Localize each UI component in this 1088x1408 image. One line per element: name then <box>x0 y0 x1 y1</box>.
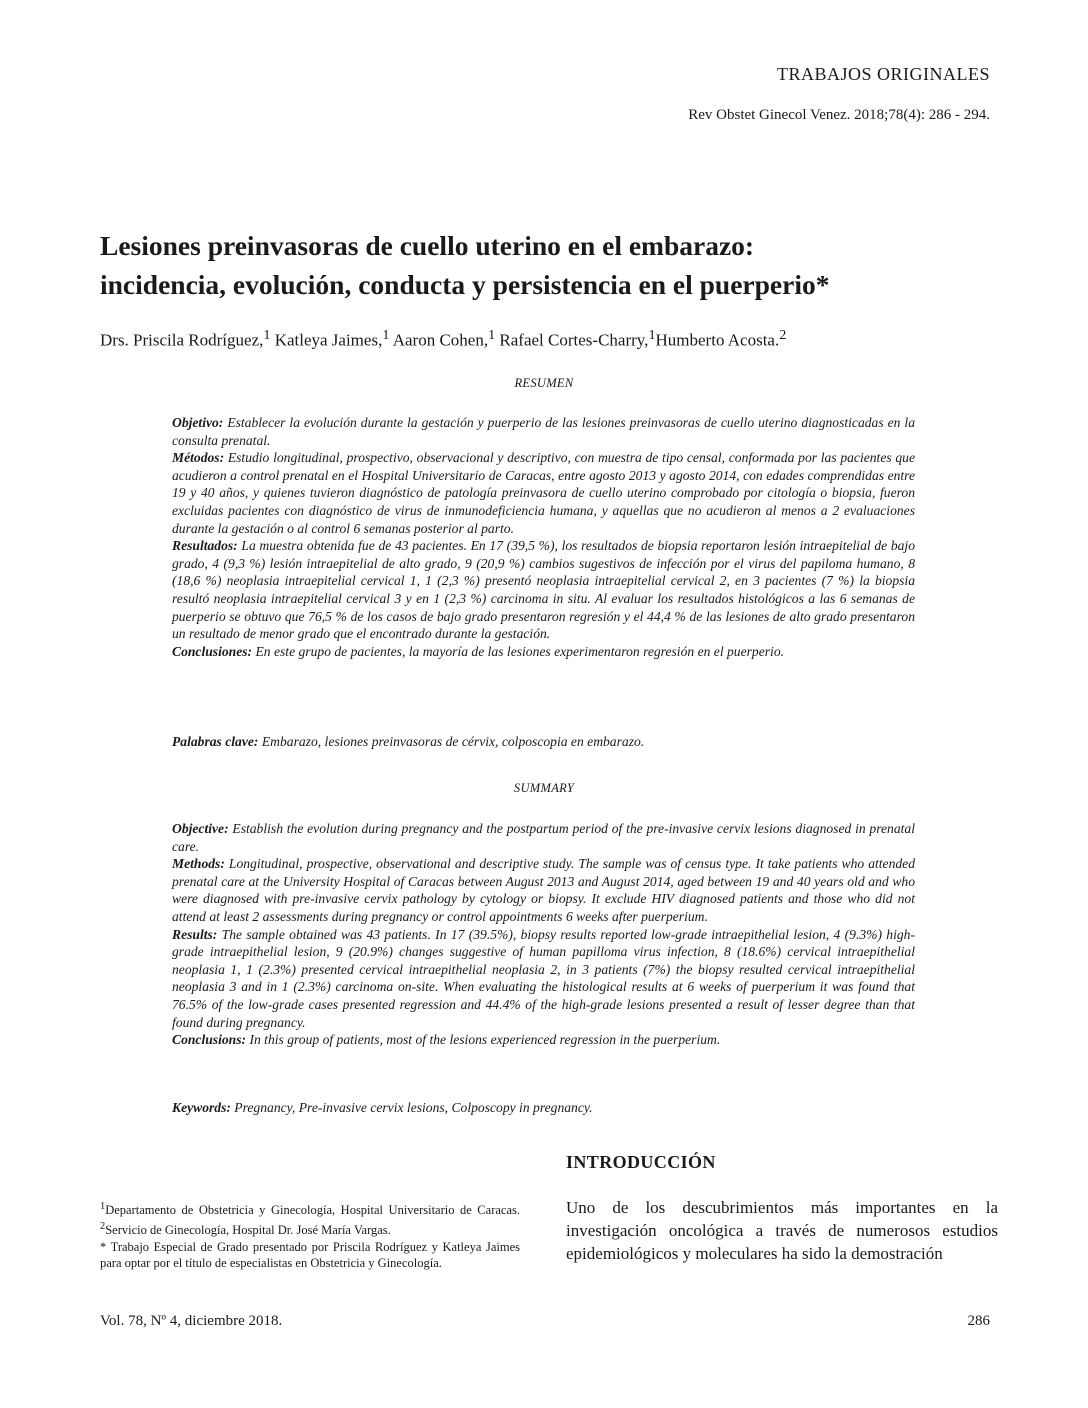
palabras-clave-text: Embarazo, lesiones preinvasoras de cérvix, colposcopia en embarazo. <box>258 734 645 749</box>
summary-methods <box>172 855 915 925</box>
footnote-sup-2: 2 <box>100 1220 106 1232</box>
objetivo-label: Objetivo: <box>172 415 224 430</box>
article-title <box>100 226 1000 304</box>
author-list <box>100 327 1000 351</box>
introduction-heading: INTRODUCCIÓN <box>566 1152 716 1172</box>
summary-conclusions <box>172 1031 915 1049</box>
keywords-text: Pregnancy, Pre-invasive cervix lesions, Colposcopy in pregnancy. <box>230 1100 593 1115</box>
resumen-metodos <box>172 449 915 537</box>
objective-text: Establish the evolution during pregnancy and the postpartum period of the pre-invasive cervix lesions diagnosed in prenatal care. <box>172 821 915 854</box>
footnote-affiliation-1: Departamento de Obstetricia y Ginecología, Hospital Universitario de Caracas. <box>105 1203 520 1218</box>
footnote-thesis-note: * Trabajo Especial de Grado presentado por Priscila Rodríguez y Katleya Jaimes para optar por el título de especialistas en Obstetricia y Ginecología. <box>100 1239 520 1271</box>
palabras-clave-label: Palabras clave: <box>172 734 259 749</box>
results-text: The sample obtained was 43 patients. In 17 (39.5%), biopsy results reported low-grade intraepithelial lesion, 4 (9.3%) high-grade intraepithelial lesion, 9 (20.9%) changes suggestive of human papilloma virus infection, 8 (18.6%) cervical intraepithelial neoplasia 1, 1 (2.3%) presented cervical intraepithelial neoplasia 2, in 3 patients (7%) the biopsy resulted cervical intraepithelial neoplasia 3 and in 1 (2.3%) carcinoma on-site. When evaluating the histological results at 6 weeks of puerperium it was found that 76.5% of the low-grade cases presented regression and 44.4% of the high-grade lesions presented a result of lesser degree than that found during pregnancy. <box>172 926 915 1030</box>
resumen-keywords <box>172 733 915 751</box>
introduction-text: Uno de los descubrimientos más importantes en la investigación oncológica a través de numerosos estudios epidemiológicos y moleculares ha sido la demostración <box>566 1198 998 1263</box>
objective-label: Objective: <box>172 821 229 836</box>
resultados-text: La muestra obtenida fue de 43 pacientes. En 17 (39,5 %), los resultados de biopsia reportaron lesión intraepitelial de bajo grado, 4 (9,3 %) lesión intraepitelial de alto grado, 9 (20,9 %) cambios sugestivos de infección por el virus del papiloma humano, 8 (18,6 %) neoplasia intraepitelial cervical 1, 1 (2,3 %) presentó neoplasia intraepitelial cervical 2, en 3 pacientes (7 %) la biopsia resultó neoplasia intraepitelial cervical 3 y en 1 (2,3 %) carcinoma in situ. Al evaluar los resultados histológicos a las 6 semanas de puerperio se obtuvo que 76,5 % de los casos de bajo grado presentaron regresión y el 44,4 % de las lesiones de alto grado presentaron un resultado de menor grado que el encontrado durante la gestación. <box>172 538 915 642</box>
conclusions-label: Conclusions: <box>172 1032 247 1048</box>
resumen-resultados <box>172 537 915 643</box>
title-line-1: Lesiones preinvasoras de cuello uterino en el embarazo: <box>100 230 755 261</box>
author-affiliation-sup: 1 <box>382 327 390 343</box>
page-number: 286 <box>967 1313 990 1329</box>
results-label: Results: <box>172 926 218 942</box>
methods-text: Longitudinal, prospective, observational and descriptive study. The sample was of census type. It take patients who attended prenatal care at the University Hospital of Caracas between August 2013 and August 2014, aged between 19 and 40 years old and who were diagnosed with pre-invasive cervix pathology by cytology or biopsy. It exclude HIV diagnosed patients and those who did not attend at least 2 assessments during pregnancy or control appointments 6 weeks after puerperium. <box>172 856 915 924</box>
summary-results <box>172 926 915 1032</box>
summary-heading: SUMMARY <box>513 781 575 795</box>
author-affiliation-sup: 2 <box>779 327 787 343</box>
summary-keywords <box>172 1099 915 1117</box>
resumen-heading: RESUMEN <box>514 376 574 390</box>
summary-objective <box>172 820 915 855</box>
conclusions-text: In this group of patients, most of the lesions experienced regression in the puerperium. <box>246 1032 721 1048</box>
section-label: TRABAJOS ORIGINALES <box>776 64 990 84</box>
author-name: Drs. Priscila Rodríguez, <box>100 330 264 350</box>
author-affiliation-sup: 1 <box>488 327 496 343</box>
resumen-conclusiones <box>172 643 915 661</box>
keywords-label: Keywords: <box>172 1100 231 1115</box>
author-name: Humberto Acosta. <box>655 330 780 350</box>
footnote-affiliation-2: Servicio de Ginecología, Hospital Dr. José María Vargas. <box>105 1223 391 1238</box>
title-line-2: incidencia, evolución, conducta y persistencia en el puerperio* <box>100 269 830 300</box>
resumen-objetivo <box>172 414 915 449</box>
author-affiliation-sup: 1 <box>648 327 656 343</box>
footer-issue: Vol. 78, Nº 4, diciembre 2018. <box>100 1313 283 1329</box>
author-affiliation-sup: 1 <box>263 327 271 343</box>
author-name: Katleya Jaimes, <box>274 330 383 350</box>
objetivo-text: Establecer la evolución durante la gestación y puerperio de las lesiones preinvasoras de cuello uterino diagnosticadas en la consulta prenatal. <box>172 415 915 448</box>
conclusiones-label: Conclusiones: <box>172 643 253 659</box>
author-name: Rafael Cortes-Charry, <box>499 330 649 350</box>
metodos-text: Estudio longitudinal, prospectivo, observacional y descriptivo, con muestra de tipo censal, conformada por las pacientes que acudieron a control prenatal en el Hospital Universitario de Caracas, entre agosto 2013 y agosto 2014, con edades comprendidas entre 19 y 40 años, y quienes tuvieron diagnóstico de patología preinvasora de cuello uterino comprobado por citología o biopsia, fueron excluidas pacientes con diagnóstico de virus de inmunodeficiencia humana, y aquellas que no acudieron al menos a 2 evaluaciones durante la gestación o al control 6 semanas posterior al parto. <box>172 450 915 536</box>
footnote-sup-1: 1 <box>100 1201 106 1212</box>
journal-citation: Rev Obstet Ginecol Venez. 2018;78(4): 286 - 294. <box>688 107 990 123</box>
affiliation-footnote <box>100 1199 520 1272</box>
metodos-label: Métodos: <box>172 450 225 466</box>
summary-abstract <box>172 820 915 1049</box>
author-name: Aaron Cohen, <box>392 330 489 350</box>
conclusiones-text: En este grupo de pacientes, la mayoría de las lesiones experimentaron regresión en el puerperio. <box>252 643 785 659</box>
methods-label: Methods: <box>172 856 225 872</box>
resumen-abstract <box>172 414 915 660</box>
resultados-label: Resultados: <box>172 538 238 554</box>
